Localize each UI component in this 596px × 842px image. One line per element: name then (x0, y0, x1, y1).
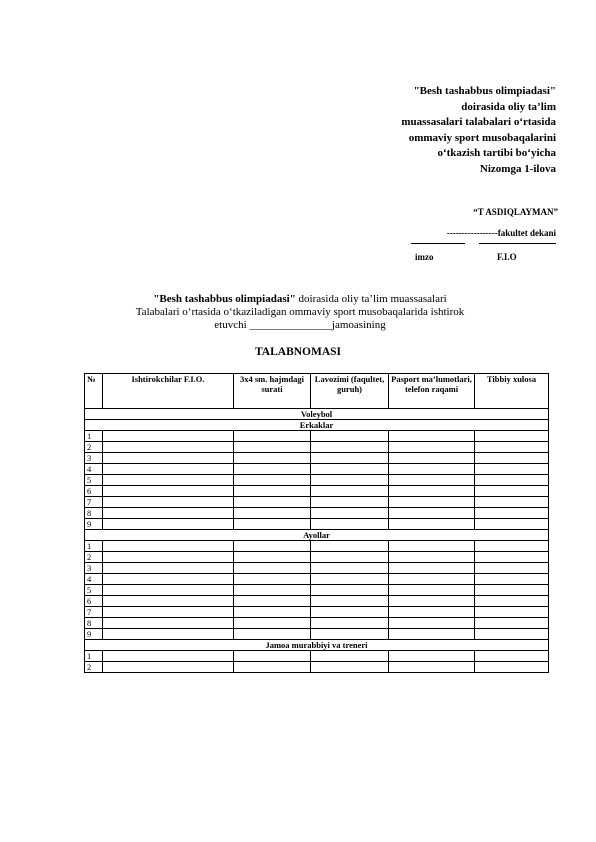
empty-cell[interactable] (389, 442, 475, 453)
annex-line: muassasalari talabalari o‘rtasida (401, 116, 556, 128)
empty-cell[interactable] (234, 442, 311, 453)
row-number: 2 (85, 662, 103, 673)
empty-cell[interactable] (311, 618, 389, 629)
table-row (85, 497, 549, 508)
empty-cell[interactable] (311, 486, 389, 497)
table-row (85, 585, 549, 596)
empty-cell[interactable] (475, 574, 549, 585)
row-number: 4 (85, 464, 103, 475)
row-number: 5 (85, 475, 103, 486)
empty-cell[interactable] (234, 574, 311, 585)
table-row (85, 629, 549, 640)
header-position: Lavozimi (faqultet, guruh) (311, 374, 389, 409)
table-row (85, 442, 549, 453)
heading-line-3: etuvchi _______________jamoasining (214, 319, 386, 331)
annex-line: doirasida oliy ta’lim (461, 100, 556, 113)
row-number: 8 (85, 618, 103, 629)
section-label: Erkaklar (85, 420, 549, 431)
row-number: 1 (85, 541, 103, 552)
empty-cell[interactable] (475, 596, 549, 607)
table-row (85, 519, 549, 530)
empty-cell[interactable] (389, 552, 475, 563)
table-row (85, 651, 549, 662)
table-row (85, 453, 549, 464)
empty-cell[interactable] (234, 596, 311, 607)
empty-cell[interactable] (311, 475, 389, 486)
document-title: TALABNOMASI (254, 346, 342, 358)
empty-cell[interactable] (389, 607, 475, 618)
section-sport (85, 409, 549, 420)
empty-cell[interactable] (475, 662, 549, 673)
empty-cell[interactable] (475, 629, 549, 640)
empty-cell[interactable] (103, 453, 234, 464)
empty-cell[interactable] (311, 431, 389, 442)
name-line (479, 243, 556, 244)
empty-cell[interactable] (475, 607, 549, 618)
empty-cell[interactable] (234, 475, 311, 486)
empty-cell[interactable] (234, 618, 311, 629)
empty-cell[interactable] (311, 596, 389, 607)
table-row (85, 464, 549, 475)
empty-cell[interactable] (389, 541, 475, 552)
row-number: 6 (85, 596, 103, 607)
row-number: 1 (85, 431, 103, 442)
empty-cell[interactable] (234, 662, 311, 673)
row-number: 2 (85, 552, 103, 563)
empty-cell[interactable] (311, 508, 389, 519)
empty-cell[interactable] (103, 618, 234, 629)
empty-cell[interactable] (103, 574, 234, 585)
annex-line: o‘tkazish tartibi bo‘yicha (437, 147, 556, 159)
empty-cell[interactable] (103, 651, 234, 662)
empty-cell[interactable] (389, 508, 475, 519)
empty-cell[interactable] (103, 486, 234, 497)
signature-labels (411, 252, 548, 264)
empty-cell[interactable] (103, 607, 234, 618)
empty-cell[interactable] (311, 662, 389, 673)
empty-cell[interactable] (389, 629, 475, 640)
empty-cell[interactable] (311, 651, 389, 662)
empty-cell[interactable] (389, 618, 475, 629)
row-number: 2 (85, 442, 103, 453)
row-number: 4 (85, 574, 103, 585)
empty-cell[interactable] (475, 486, 549, 497)
empty-cell[interactable] (389, 475, 475, 486)
empty-cell[interactable] (475, 431, 549, 442)
annex-line: ommaviy sport musobaqalarini (408, 131, 556, 144)
empty-cell[interactable] (311, 453, 389, 464)
empty-cell[interactable] (234, 651, 311, 662)
empty-cell[interactable] (311, 541, 389, 552)
table-row (85, 574, 549, 585)
empty-cell[interactable] (234, 508, 311, 519)
empty-cell[interactable] (234, 486, 311, 497)
empty-cell[interactable] (234, 629, 311, 640)
row-number: 9 (85, 519, 103, 530)
table-row (85, 563, 549, 574)
empty-cell[interactable] (234, 431, 311, 442)
row-number: 7 (85, 497, 103, 508)
approval-title: “T ASDIQLAYMAN” (473, 207, 558, 217)
empty-cell[interactable] (389, 464, 475, 475)
empty-cell[interactable] (311, 574, 389, 585)
heading-line-2: Talabalari o‘rtasida o‘tkaziladigan ommaviy sport musobaqalarida ishtirok (135, 306, 465, 318)
row-number: 3 (85, 453, 103, 464)
table-header-row (85, 374, 549, 409)
table-body (85, 409, 549, 673)
empty-cell[interactable] (234, 541, 311, 552)
table-row (85, 486, 549, 497)
empty-cell[interactable] (103, 519, 234, 530)
empty-cell[interactable] (103, 431, 234, 442)
row-number: 6 (85, 486, 103, 497)
section-coach (85, 640, 549, 651)
empty-cell[interactable] (311, 585, 389, 596)
empty-cell[interactable] (475, 508, 549, 519)
table-row (85, 552, 549, 563)
annex-reference (316, 84, 556, 177)
empty-cell[interactable] (103, 508, 234, 519)
header-number: № (85, 374, 103, 409)
empty-cell[interactable] (389, 574, 475, 585)
row-number: 8 (85, 508, 103, 519)
empty-cell[interactable] (311, 464, 389, 475)
empty-cell[interactable] (234, 453, 311, 464)
empty-cell[interactable] (475, 442, 549, 453)
table-row (85, 607, 549, 618)
table-row (85, 508, 549, 519)
empty-cell[interactable] (103, 662, 234, 673)
dean-line: -----------------fakultet dekani (446, 228, 556, 238)
empty-cell[interactable] (475, 618, 549, 629)
empty-cell[interactable] (311, 563, 389, 574)
table-row (85, 431, 549, 442)
participants-table (84, 373, 549, 673)
header-passport: Pasport ma’lumotlari, telefon raqami (389, 374, 475, 409)
section-men (85, 420, 549, 431)
empty-cell[interactable] (234, 552, 311, 563)
empty-cell[interactable] (311, 552, 389, 563)
section-women (85, 530, 549, 541)
empty-cell[interactable] (103, 475, 234, 486)
empty-cell[interactable] (389, 486, 475, 497)
table-row (85, 596, 549, 607)
row-number: 1 (85, 651, 103, 662)
empty-cell[interactable] (311, 497, 389, 508)
heading-bold-part: "Besh tashabbus olimpiadasi" (153, 293, 296, 305)
empty-cell[interactable] (475, 563, 549, 574)
empty-cell[interactable] (311, 519, 389, 530)
empty-cell[interactable] (103, 585, 234, 596)
empty-cell[interactable] (103, 497, 234, 508)
empty-cell[interactable] (103, 541, 234, 552)
table-row (85, 541, 549, 552)
empty-cell[interactable] (389, 453, 475, 464)
empty-cell[interactable] (389, 585, 475, 596)
empty-cell[interactable] (389, 431, 475, 442)
empty-cell[interactable] (389, 651, 475, 662)
empty-cell[interactable] (311, 442, 389, 453)
empty-cell[interactable] (234, 497, 311, 508)
empty-cell[interactable] (389, 563, 475, 574)
empty-cell[interactable] (103, 563, 234, 574)
empty-cell[interactable] (234, 607, 311, 618)
empty-cell[interactable] (234, 585, 311, 596)
empty-cell[interactable] (475, 475, 549, 486)
annex-line: Nizomga 1-ilova (479, 162, 556, 175)
empty-cell[interactable] (234, 563, 311, 574)
empty-cell[interactable] (475, 585, 549, 596)
section-label: Voleybol (85, 409, 549, 420)
row-number: 5 (85, 585, 103, 596)
empty-cell[interactable] (389, 662, 475, 673)
empty-cell[interactable] (475, 651, 549, 662)
header-photo: 3x4 sm. hajmdagi surati (234, 374, 311, 409)
table-row (85, 475, 549, 486)
table-row (85, 618, 549, 629)
signature-line (411, 243, 465, 244)
empty-cell[interactable] (475, 519, 549, 530)
section-label: Jamoa murabbiyi va treneri (85, 640, 549, 651)
empty-cell[interactable] (234, 519, 311, 530)
header-name: Ishtirokchilar F.I.O. (103, 374, 234, 409)
row-number: 9 (85, 629, 103, 640)
empty-cell[interactable] (389, 519, 475, 530)
empty-cell[interactable] (234, 464, 311, 475)
empty-cell[interactable] (475, 541, 549, 552)
heading-rest: doirasida oliy ta’lim muassasalari (295, 293, 447, 305)
empty-cell[interactable] (103, 629, 234, 640)
empty-cell[interactable] (103, 464, 234, 475)
table-row (85, 662, 549, 673)
annex-line: "Besh tashabbus olimpiadasi" (413, 85, 556, 97)
empty-cell[interactable] (103, 442, 234, 453)
name-label: F.I.O (497, 252, 517, 262)
empty-cell[interactable] (103, 596, 234, 607)
empty-cell[interactable] (389, 596, 475, 607)
header-medical: Tibbiy xulosa (475, 374, 549, 409)
empty-cell[interactable] (475, 464, 549, 475)
empty-cell[interactable] (475, 552, 549, 563)
document-heading (80, 293, 520, 332)
row-number: 3 (85, 563, 103, 574)
empty-cell[interactable] (103, 552, 234, 563)
empty-cell[interactable] (311, 607, 389, 618)
section-label: Ayollar (85, 530, 549, 541)
empty-cell[interactable] (475, 497, 549, 508)
empty-cell[interactable] (311, 629, 389, 640)
row-number: 7 (85, 607, 103, 618)
signature-label: imzo (415, 252, 434, 262)
empty-cell[interactable] (475, 453, 549, 464)
empty-cell[interactable] (389, 497, 475, 508)
